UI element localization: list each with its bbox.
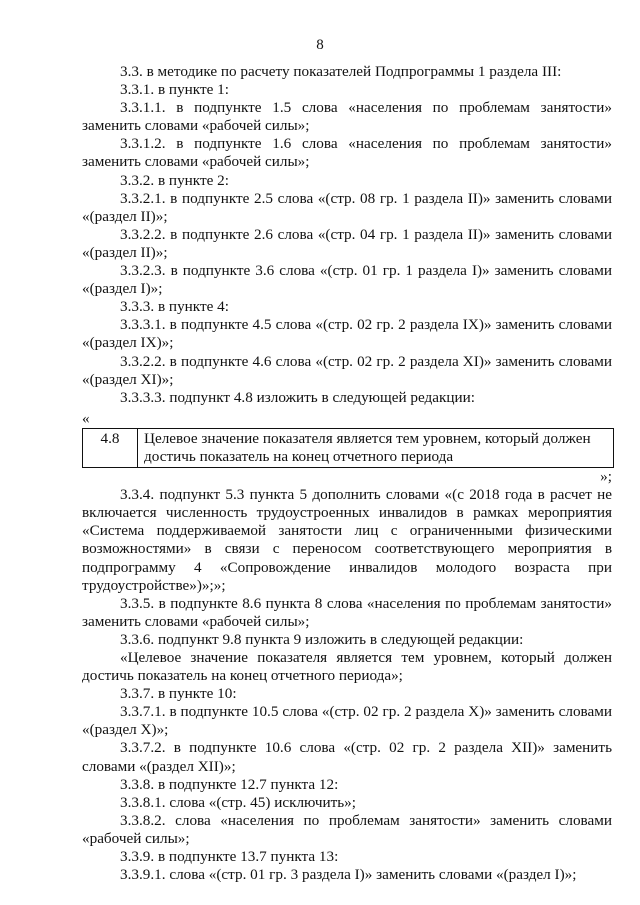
paragraph: 3.3.4. подпункт 5.3 пункта 5 дополнить словами «(с 2018 года в расчет не включается численность трудоустроенных инвалидов в рамках мероприятия «Система поддерживаемой занятости лиц с ограниченными физическими возможностями» в связи с переносом соответствующего мероприятия в подпрограмму 4 «Сопровождение инвалидов молодого возраста при трудоустройстве»)»;»; [82,486,612,594]
table-cell-text: Целевое значение показателя является тем уровнем, который должен достичь показатель на конец отчетного периода [138,428,614,467]
table-row [83,428,614,467]
paragraph: 3.3.2.2. в подпункте 4.6 слова «(стр. 02 гр. 2 раздела XI)» заменить словами «(раздел XI)»; [82,352,612,388]
paragraph: 3.3.1.2. в подпункте 1.6 слова «населения по проблемам занятости» заменить словами «рабочей силы»; [82,135,612,171]
paragraphs-after [82,486,612,884]
paragraphs-before [82,63,612,407]
paragraph: 3.3.6. подпункт 9.8 пункта 9 изложить в следующей редакции: [120,630,524,648]
paragraph: 3.3.8. в подпункте 12.7 пункта 12: [120,775,339,793]
paragraph: 3.3.3. в пункте 4: [120,298,229,316]
paragraph: 3.3. в методике по расчету показателей Подпрограммы 1 раздела III: [120,63,562,80]
paragraph: 3.3.1. в пункте 1: [120,81,229,99]
table-cell-number: 4.8 [83,428,138,467]
paragraph: «Целевое значение показателя является тем уровнем, который должен достичь показатель на конец отчетного периода»; [82,649,612,685]
paragraph: 3.3.2. в пункте 2: [120,171,229,189]
paragraph: 3.3.7. в пункте 10: [120,685,237,703]
paragraph: 3.3.3.3. подпункт 4.8 изложить в следующей редакции: [120,388,475,406]
definition-table [82,428,614,468]
paragraph: 3.3.8.1. слова «(стр. 45) исключить»; [120,793,356,811]
paragraph: 3.3.2.1. в подпункте 2.5 слова «(стр. 08 гр. 1 раздела II)» заменить словами «(раздел II)»; [82,189,612,225]
paragraph: 3.3.7.2. в подпункте 10.6 слова «(стр. 02 гр. 2 раздела XII)» заменить словами «(раздел XII)»; [82,739,612,775]
paragraph: 3.3.9.1. слова «(стр. 01 гр. 3 раздела I)» заменить словами «(раздел I)»; [120,866,577,884]
paragraph: 3.3.2.3. в подпункте 3.6 слова «(стр. 01 гр. 1 раздела I)» заменить словами «(раздел I)»; [82,262,612,298]
page-number: 8 [316,37,324,53]
quote-open-mark: « [82,409,90,427]
paragraph: 3.3.1.1. в подпункте 1.5 слова «населения по проблемам занятости» заменить словами «рабочей силы»; [82,99,612,135]
paragraph: 3.3.2.2. в подпункте 2.6 слова «(стр. 04 гр. 1 раздела II)» заменить словами «(раздел II)»; [82,225,612,261]
paragraph: 3.3.8.2. слова «населения по проблемам занятости» заменить словами «рабочей силы»; [82,811,612,847]
paragraph: 3.3.5. в подпункте 8.6 пункта 8 слова «населения по проблемам занятости» заменить словами «рабочей силы»; [82,594,612,630]
paragraph: 3.3.9. в подпункте 13.7 пункта 13: [120,848,339,866]
document-body [82,63,612,884]
paragraph: 3.3.7.1. в подпункте 10.5 слова «(стр. 02 гр. 2 раздела X)» заменить словами «(раздел X)»; [82,703,612,739]
quote-close-mark: »; [600,468,612,486]
paragraph: 3.3.3.1. в подпункте 4.5 слова «(стр. 02 гр. 2 раздела IX)» заменить словами «(раздел IX)»; [82,316,612,352]
